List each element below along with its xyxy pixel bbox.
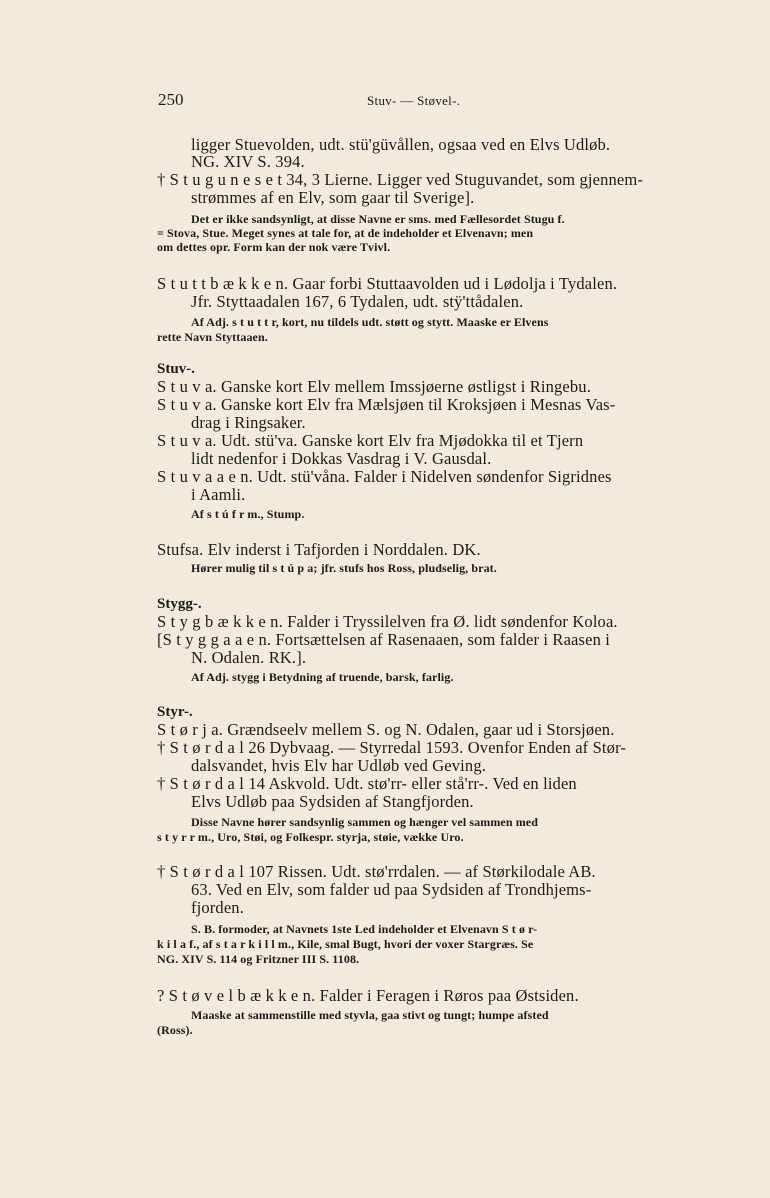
section-heading: Stuv-. xyxy=(157,361,195,377)
text-line: S t u v a. Ganske kort Elv mellem Imssjøerne østligst i Ringebu. xyxy=(157,377,591,396)
text-line: ? S t ø v e l b æ k k e n. Falder i Feragen i Røros paa Østsiden. xyxy=(157,986,579,1005)
note-line: Maaske at sammenstille med styvla, gaa stivt og tungt; humpe afsted xyxy=(191,1008,549,1022)
page-number: 250 xyxy=(158,90,184,109)
note-line: k i l a f., af s t a r k i l l m., Kile, smal Bugt, hvori der voxer Stargræs. Se xyxy=(157,937,534,951)
text-line: † S t u g u n e s e t 34, 3 Lierne. Ligger ved Stuguvandet, som gjennem- xyxy=(157,170,644,189)
note-line: Af Adj. s t u t t r, kort, nu tildels udt. støtt og stytt. Maaske er Elvens xyxy=(191,315,549,329)
text-line: Jfr. Styttaadalen 167, 6 Tydalen, udt. stÿ'ttådalen. xyxy=(191,292,524,311)
note-line: Af s t ú f r m., Stump. xyxy=(191,507,305,521)
text-line: drag i Ringsaker. xyxy=(191,413,306,432)
note-line: s t y r r m., Uro, Støi, og Folkespr. styrja, støie, vække Uro. xyxy=(157,830,464,844)
text-line: [S t y g g a a e n. Fortsættelsen af Rasenaaen, som falder i Raasen i xyxy=(157,630,610,649)
text-line: † S t ø r d a l 26 Dybvaag. — Styrredal 1593. Ovenfor Enden af Stør- xyxy=(157,738,627,757)
text-line: Elvs Udløb paa Sydsiden af Stangfjorden. xyxy=(191,792,474,811)
note-line: (Ross). xyxy=(157,1023,193,1037)
note-line: Disse Navne hører sandsynlig sammen og hænger vel sammen med xyxy=(191,815,539,829)
note-line: om dettes opr. Form kan der nok være Tvivl. xyxy=(157,240,391,254)
text-line: strømmes af en Elv, som gaar til Sverige]. xyxy=(191,188,475,207)
section-heading: Stygg-. xyxy=(157,596,202,612)
text-line: 63. Ved en Elv, som falder ud paa Sydsiden af Trondhjems- xyxy=(191,880,592,899)
note-line: NG. XIV S. 114 og Fritzner III S. 1108. xyxy=(157,952,360,966)
text-line: S t u v a a e n. Udt. stü'våna. Falder i Nidelven søndenfor Sigridnes xyxy=(157,467,612,486)
note-line: = Stova, Stue. Meget synes at tale for, at de indeholder et Elvenavn; men xyxy=(157,226,534,240)
text-line: i Aamli. xyxy=(191,485,246,504)
text-line: Stufsa. Elv inderst i Tafjorden i Norddalen. DK. xyxy=(157,540,481,559)
running-title: Stuv- — Støvel-. xyxy=(367,93,461,108)
text-line: S t y g b æ k k e n. Falder i Tryssilelven fra Ø. lidt søndenfor Koloa. xyxy=(157,612,618,631)
text-line: N. Odalen. RK.]. xyxy=(191,648,307,667)
section-heading: Styr-. xyxy=(157,704,193,720)
text-line: NG. XIV S. 394. xyxy=(191,152,305,171)
note-line: Af Adj. stygg i Betydning af truende, barsk, farlig. xyxy=(191,670,454,684)
note-line: Hører mulig til s t ú p a; jfr. stufs hos Ross, pludselig, brat. xyxy=(191,561,497,575)
text-line: S t u v a. Ganske kort Elv fra Mælsjøen til Kroksjøen i Mesnas Vas- xyxy=(157,395,616,414)
note-line: S. B. formoder, at Navnets 1ste Led indeholder et Elvenavn S t ø r- xyxy=(191,922,538,936)
text-line: † S t ø r d a l 14 Askvold. Udt. stø'rr- eller stå'rr-. Ved en liden xyxy=(157,774,577,793)
note-line: Det er ikke sandsynligt, at disse Navne er sms. med Fællesordet Stugu f. xyxy=(191,212,565,226)
text-line: lidt nedenfor i Dokkas Vasdrag i V. Gausdal. xyxy=(191,449,492,468)
text-line: S t u t t b æ k k e n. Gaar forbi Stuttaavolden ud i Lødolja i Tydalen. xyxy=(157,274,618,293)
text-line: S t ø r j a. Grændseelv mellem S. og N. Odalen, gaar ud i Storsjøen. xyxy=(157,720,615,739)
text-line: † S t ø r d a l 107 Rissen. Udt. stø'rrdalen. — af Størkilodale AB. xyxy=(157,862,596,881)
note-line: rette Navn Styttaaen. xyxy=(157,330,268,344)
text-line: fjorden. xyxy=(191,898,244,917)
text-line: S t u v a. Udt. stü'va. Ganske kort Elv fra Mjødokka til et Tjern xyxy=(157,431,584,450)
text-line: ligger Stuevolden, udt. stü'güvållen, ogsaa ved en Elvs Udløb. xyxy=(191,135,611,154)
text-line: dalsvandet, hvis Elv har Udløb ved Geving. xyxy=(191,756,486,775)
